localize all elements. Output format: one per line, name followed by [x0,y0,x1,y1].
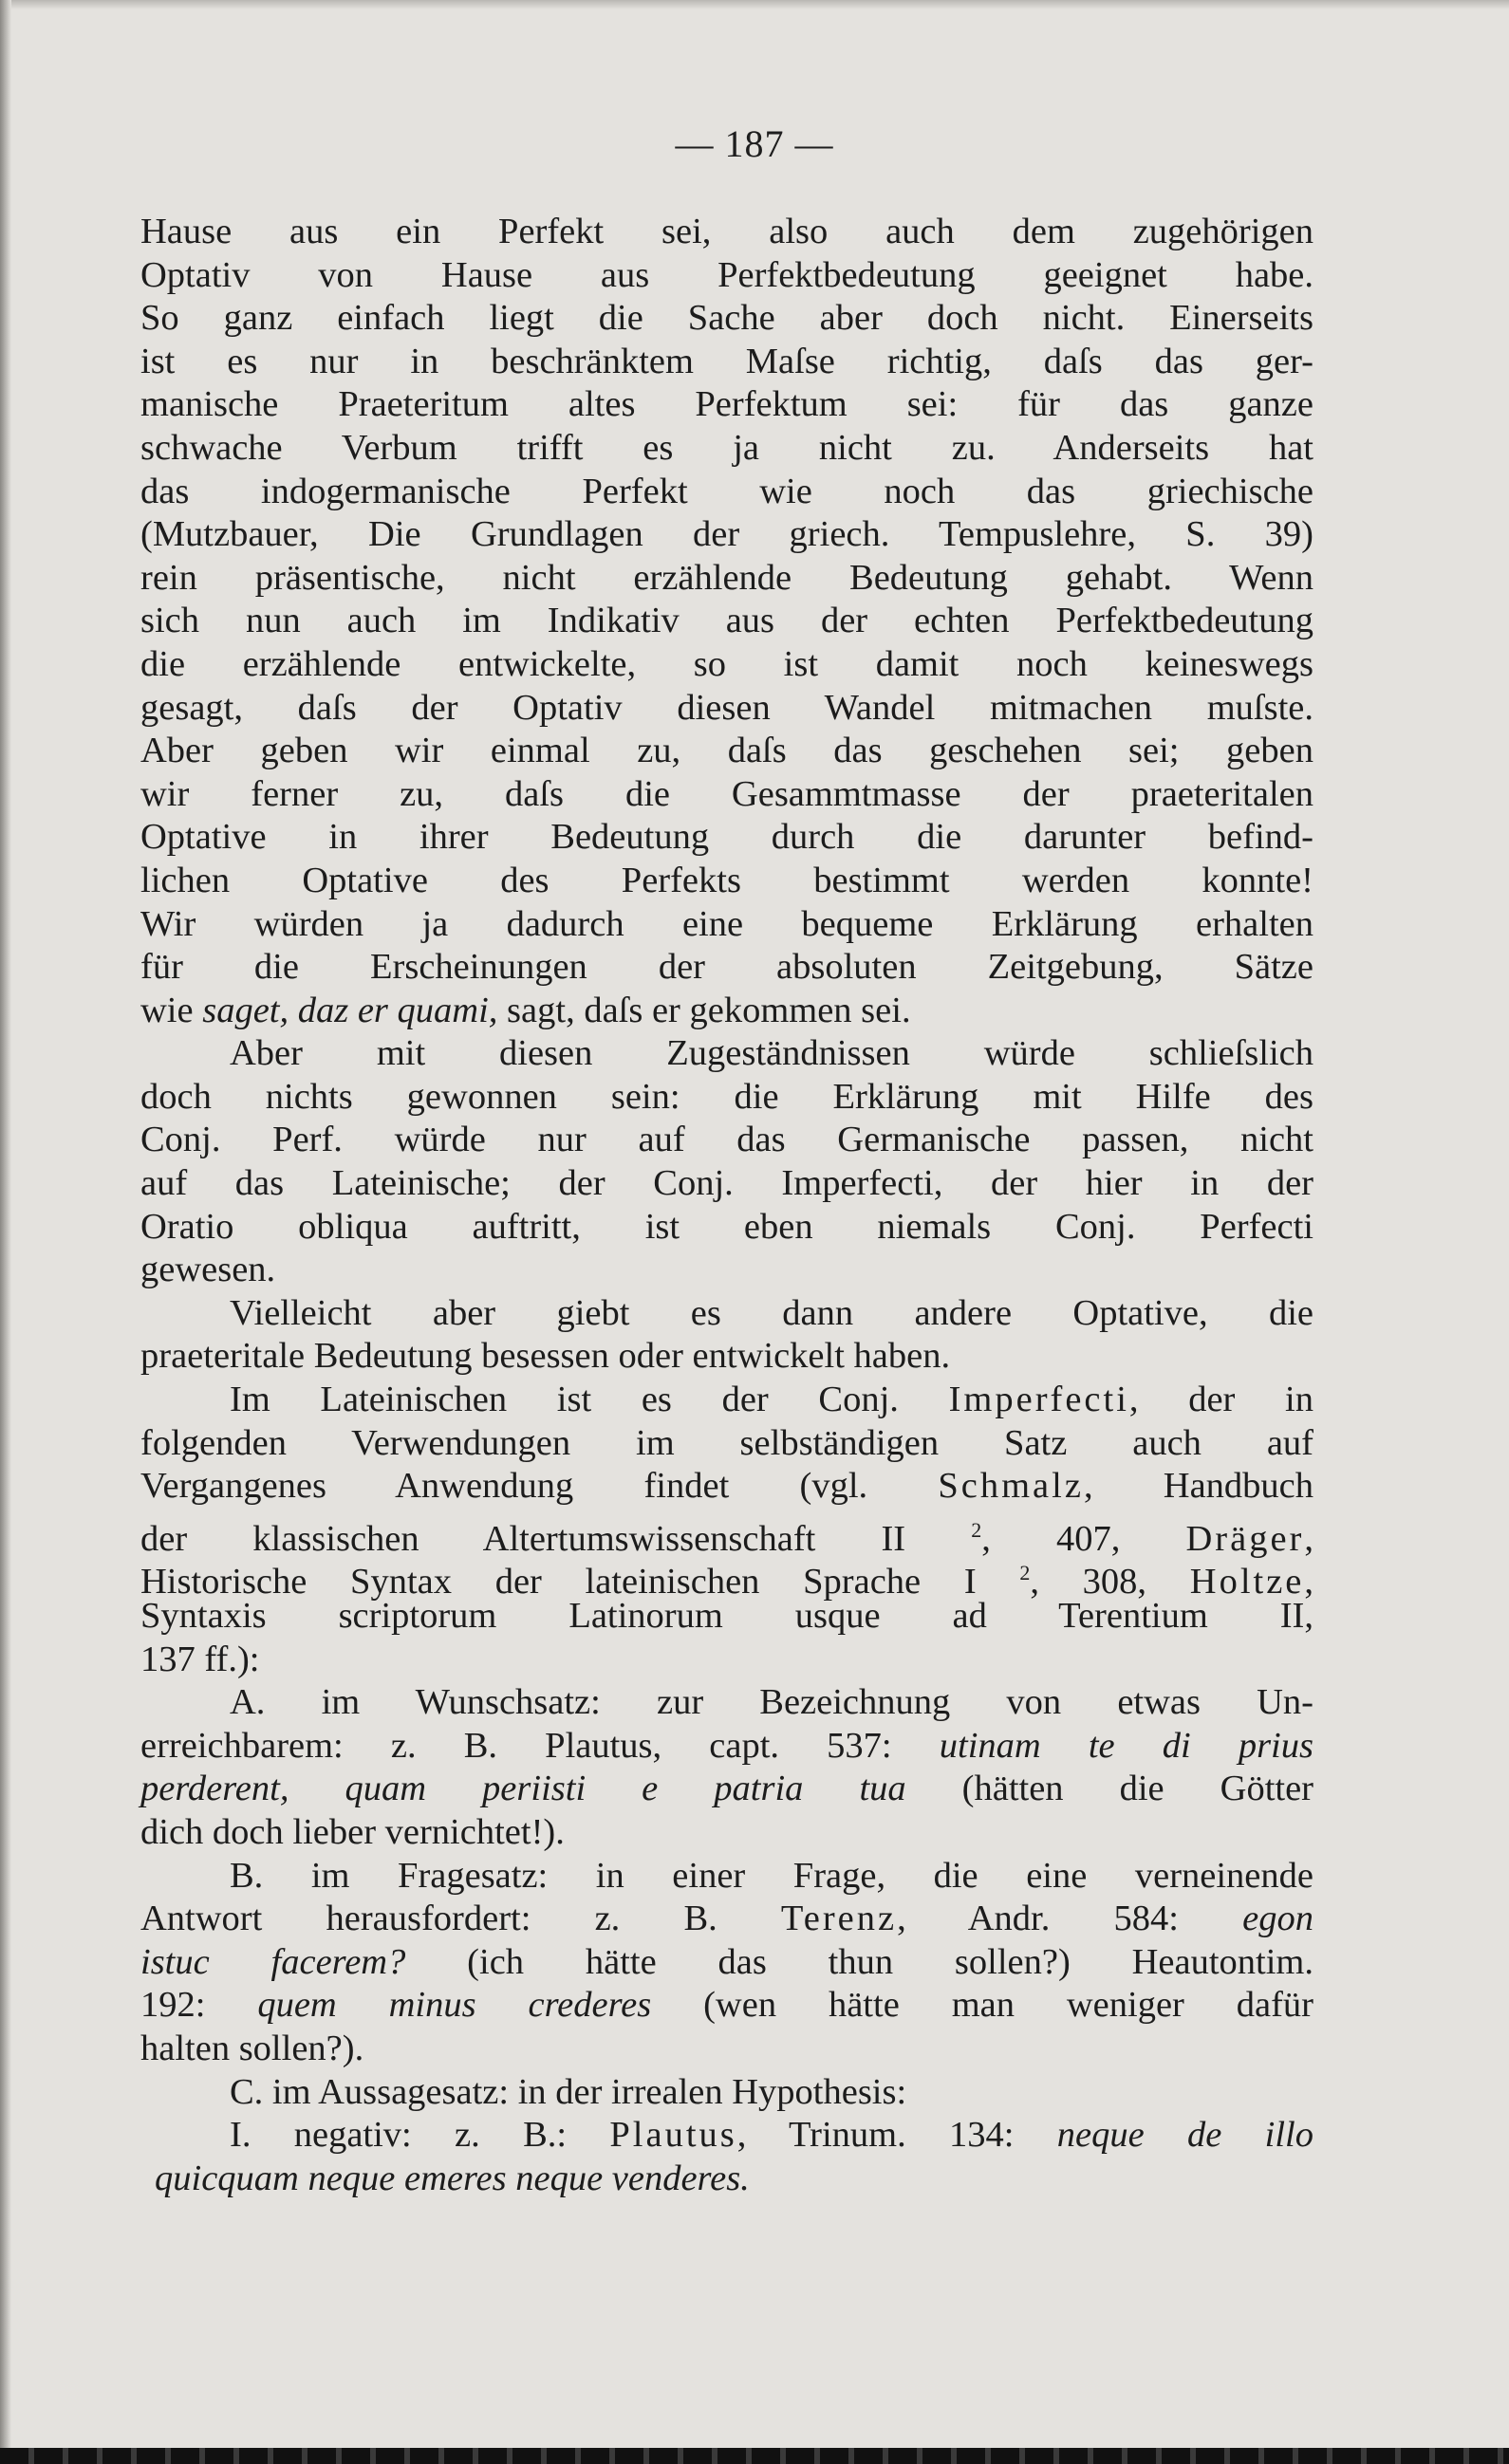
superscript: 2 [1019,1561,1031,1585]
text-run: 137 ff.): [140,1639,260,1679]
text-run: , [1304,1562,1314,1603]
superscript: 2 [971,1517,982,1542]
text-run: Optative in ihrer Bedeutung durch die darunter befind- [140,817,1313,858]
spaced-name: Holtze [1189,1562,1305,1603]
text-line [140,1335,1313,1379]
text-line [140,427,1313,471]
text-run: , [1304,1518,1313,1559]
text-run: Vergangenes Anwendung findet (vgl. [140,1466,939,1507]
text-run: erreichbarem: z. B. Plautus, capt. 537: [140,1725,940,1766]
text-line [140,1941,1313,1985]
text-run: Vielleicht aber giebt es dann andere Optative, die [230,1292,1313,1333]
text-run: Aber mit diesen Zugeständnissen würde schlieſslich [230,1033,1313,1074]
text-line [140,1639,1313,1682]
text-run: das indogermanische Perfekt wie noch das griechische [140,471,1313,511]
page-top-shadow [0,0,1509,9]
text-line [140,211,1313,254]
italic-text: istuc facerem? [140,1941,406,1982]
text-run: für die Erscheinungen der absoluten Zeitgebung, Sätze [140,947,1313,988]
text-run: Wir würden ja dadurch eine bequeme Erklärung erhalten [140,903,1313,944]
text-run: lichen Optative des Perfekts bestimmt werden konnte! [140,860,1313,900]
text-line [140,643,1313,687]
page-number: — 187 — [675,122,834,165]
spaced-name: Terenz [780,1899,898,1939]
text-run: folgenden Verwendungen im selbständigen Satz auch auf [140,1422,1313,1463]
text-run: auf das Lateinische; der Conj. Imperfecti, der hier in der [140,1163,1313,1204]
text-line [140,946,1313,990]
text-line [140,2114,1313,2158]
text-line [140,513,1313,557]
text-line [140,1206,1313,1250]
text-line [140,2071,1313,2115]
text-line [140,600,1313,643]
text-run: ist es nur in beschränktem Maſse richtig, daſs das ger- [140,341,1313,381]
text-line [140,1855,1313,1899]
text-line [140,341,1313,384]
text-line [140,1551,1314,1603]
text-line [140,1681,1313,1725]
text-line [140,1379,1313,1422]
text-line [140,816,1313,860]
text-line [140,1509,1313,1559]
text-run: rein präsentische, nicht erzählende Bedeutung gehabt. Wenn [140,557,1313,598]
text-run: Oratio obliqua auftritt, ist eben niemals Conj. Perfecti [140,1206,1313,1247]
text-run: Historische Syntax der lateinischen Sprache I [140,1562,1020,1603]
text-run: der klassischen Altertumswissenschaft II [140,1518,972,1559]
text-run: dich doch lieber vernichtet!). [140,1811,565,1852]
text-line [140,383,1313,427]
text-line [140,1725,1313,1769]
text-line [140,773,1313,817]
text-line [140,254,1313,298]
text-line [140,1811,1313,1855]
text-run: doch nichts gewonnen sein: die Erklärung mit Hilfe des [140,1076,1313,1117]
text-run: praeteritale Bedeutung besessen oder entwickelt haben. [140,1336,951,1377]
text-run: (Mutzbauer, Die Grundlagen der griech. Tempuslehre, S. 39) [140,514,1313,555]
text-run: , Andr. 584: [897,1899,1243,1939]
text-line [140,903,1313,947]
text-run: Im Lateinischen ist es der Conj. [230,1380,949,1420]
spaced-name: Dräger [1185,1518,1305,1559]
text-line [140,1595,1313,1639]
text-run: , Handbuch [1083,1466,1314,1507]
body-text [140,211,1313,2200]
italic-text: utinam te di prius [939,1725,1313,1766]
text-line [140,1292,1313,1336]
text-line [140,297,1313,341]
italic-text: egon [1242,1899,1313,1939]
text-line [140,687,1313,731]
text-line [140,1422,1313,1466]
text-run: , der in [1128,1380,1313,1420]
text-run: die erzählende entwickelte, so ist damit noch keineswegs [140,643,1313,684]
text-line [140,557,1313,601]
text-run: gesagt, daſs der Optativ diesen Wandel mitmachen muſste. [140,687,1313,728]
text-line [140,1898,1313,1941]
text-run: wir ferner zu, daſs die Gesammtmasse der praeteritalen [140,773,1313,814]
text-run: C. im Aussagesatz: in der irrealen Hypothesis: [230,2071,907,2112]
text-line [140,1076,1313,1120]
text-run: sich nun auch im Indikativ aus der echten Perfektbedeutung [140,601,1313,641]
text-line [140,2158,1313,2201]
text-line [140,860,1313,903]
spaced-name: Plautus [609,2115,737,2156]
text-line [140,990,1313,1033]
italic-text: quem minus crederes [257,1985,652,2026]
text-line [140,1465,1313,1509]
italic-text: neque de illo [1056,2115,1313,2156]
text-run: manische Praeteritum altes Perfektum sei: für das ganze [140,384,1313,425]
text-run: I. negativ: z. B.: [230,2115,610,2156]
text-run: B. im Fragesatz: in einer Frage, die eine verneinende [230,1855,1313,1896]
spaced-name: Schmalz [938,1466,1084,1507]
text-run: , 407, [981,1518,1186,1559]
scan-bottom-edge [0,2448,1509,2464]
text-run: So ganz einfach liegt die Sache aber doch nicht. Einerseits [140,298,1313,339]
text-run: Antwort herausfordert: z. B. [140,1899,781,1939]
text-line [140,1768,1313,1811]
text-line [140,1984,1313,2028]
text-run: Syntaxis scriptorum Latinorum usque ad Terentium II, [140,1596,1313,1636]
text-run: wie [140,990,203,1030]
text-run: A. im Wunschsatz: zur Bezeichnung von etwas Un- [230,1682,1313,1723]
italic-text: quicquam neque emeres neque venderes. [155,2158,750,2198]
text-run: , Trinum. 134: [736,2115,1057,2156]
text-line [140,1162,1313,1206]
text-line [140,730,1313,773]
text-run: halten sollen?). [140,2028,364,2068]
text-run: , 308, [1030,1562,1190,1603]
text-line [140,471,1313,514]
page-left-shadow [0,0,11,2448]
text-run: schwache Verbum trifft es ja nicht zu. Anderseits hat [140,427,1313,468]
italic-text: perderent, quam periisti e patria tua [140,1769,906,1809]
text-run: Conj. Perf. würde nur auf das Germanische passen, nicht [140,1120,1313,1160]
text-run: Optativ von Hause aus Perfektbedeutung geeignet habe. [140,254,1313,295]
spaced-name: Imperfecti [948,1380,1129,1420]
text-run: sagt, daſs er gekommen sei. [497,990,911,1030]
italic-text: saget, daz er quami, [202,990,498,1030]
text-run: (ich hätte das thun sollen?) Heautontim. [405,1941,1313,1982]
text-run: Aber geben wir einmal zu, daſs das geschehen sei; geben [140,731,1313,771]
text-line [140,2028,1313,2071]
text-run: 192: [140,1985,258,2026]
text-run: (wen hätte man weniger dafür [651,1985,1313,2026]
text-line [140,1032,1313,1076]
text-line [140,1119,1313,1162]
text-line [140,1249,1313,1292]
text-run: Hause aus ein Perfekt sei, also auch dem zugehörigen [140,212,1313,251]
text-run: gewesen. [140,1250,276,1290]
text-run: (hätten die Götter [905,1769,1314,1809]
